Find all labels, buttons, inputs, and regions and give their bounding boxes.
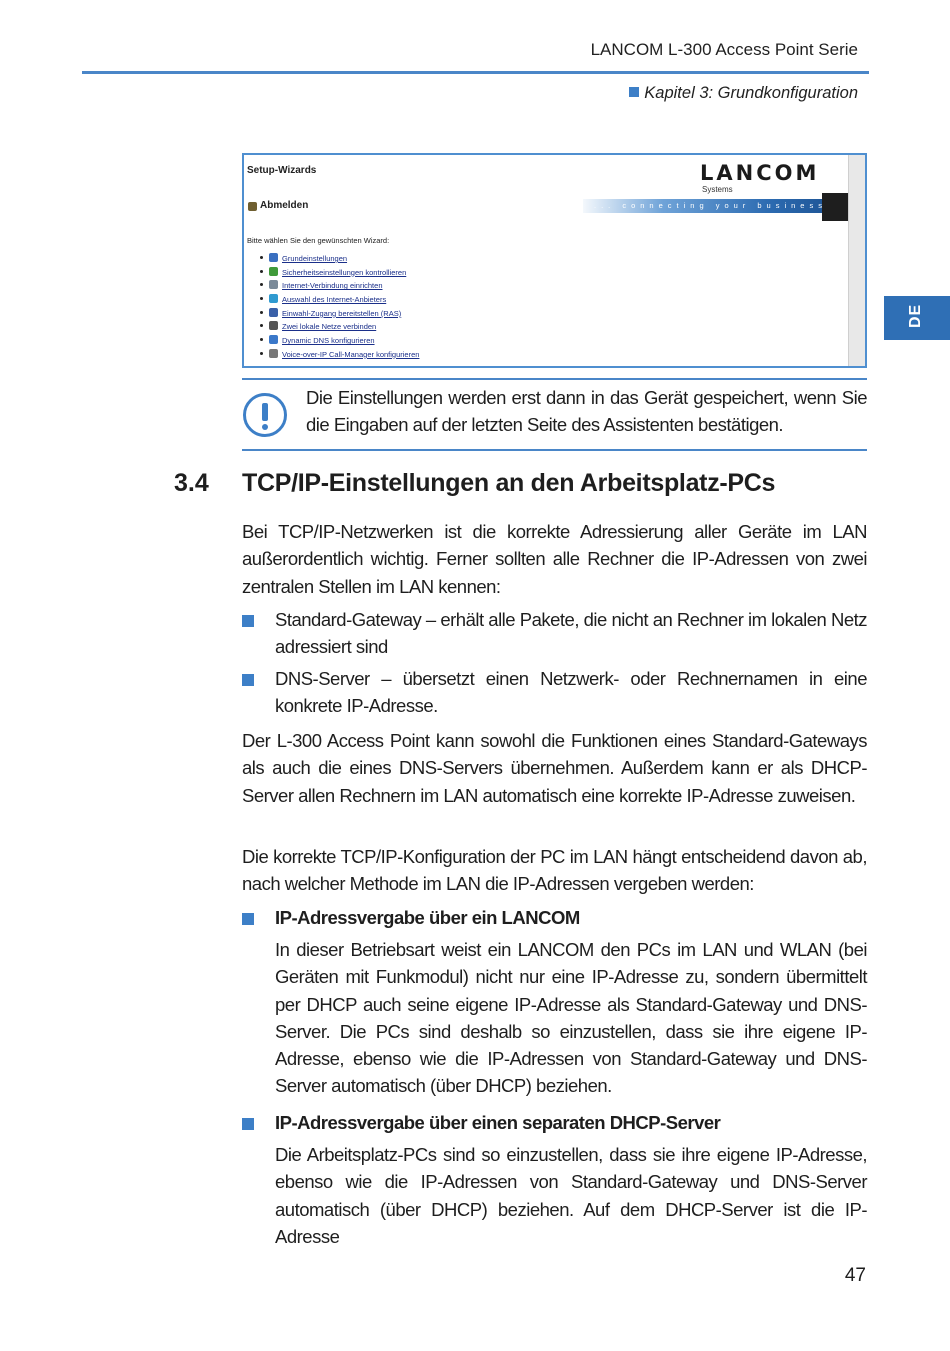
bullet-dot-icon <box>260 352 263 355</box>
header-rule <box>82 71 869 74</box>
bullet-dot-icon <box>260 311 263 314</box>
wizard-icon <box>269 349 278 358</box>
square-bullet-icon <box>629 87 639 97</box>
wizard-icon <box>269 335 278 344</box>
wizard-item[interactable] <box>260 266 419 280</box>
wizard-item[interactable] <box>260 252 419 266</box>
bullet-dot-icon <box>260 283 263 286</box>
paragraph-1: Bei TCP/IP-Netzwerken ist die korrekte Adressierung aller Geräte im LAN außerordentlich wichtig. Ferner sollten alle Rechner die IP-Adressen von zwei zentralen Stellen im LAN kennen: <box>242 521 867 597</box>
note-rule-top <box>242 378 867 380</box>
wizard-icon <box>269 294 278 303</box>
wizard-icon <box>269 308 278 317</box>
page-number: 47 <box>844 1265 866 1286</box>
wizard-item[interactable] <box>260 293 419 307</box>
wizard-item[interactable] <box>260 334 419 348</box>
wizard-intro: Bitte wählen Sie den gewünschten Wizard: <box>247 236 390 245</box>
bullet-dot-icon <box>260 297 263 300</box>
language-tab <box>884 296 950 340</box>
running-header-chapter <box>629 84 858 103</box>
wizard-link[interactable]: Internet-Verbindung einrichten <box>282 281 383 291</box>
wizard-link[interactable]: Zwei lokale Netze verbinden <box>282 322 377 332</box>
wizard-item[interactable] <box>260 348 419 362</box>
bullet-dot-icon <box>260 256 263 259</box>
section-number: 3.4 <box>174 469 209 497</box>
bullet-dot-icon <box>260 270 263 273</box>
wizard-link[interactable]: Einwahl-Zugang bereitstellen (RAS) <box>282 308 402 318</box>
square-bullet-icon <box>242 1118 254 1130</box>
item-1-title: IP-Adressvergabe über ein LANCOM <box>275 907 580 928</box>
language-tab-label: DE <box>907 303 924 328</box>
lancom-logo: LANCOM <box>700 161 820 185</box>
screenshot-scrollbar[interactable] <box>848 155 865 366</box>
bullet-dot-icon <box>260 324 263 327</box>
tagline-text: ... connecting your business <box>594 201 827 210</box>
wizard-link[interactable]: Dynamic DNS konfigurieren <box>282 336 375 346</box>
wizard-item[interactable] <box>260 307 419 321</box>
item-2-title: IP-Adressvergabe über einen separaten DHCP-Server <box>275 1112 721 1133</box>
running-header-title: LANCOM L-300 Access Point Serie <box>590 40 858 59</box>
note-text: Die Einstellungen werden erst dann in das Gerät gespeichert, wenn Sie die Eingaben auf der letzten Seite des Assistenten bestätigen. <box>306 387 867 436</box>
bullet-dns-server: DNS-Server – übersetzt einen Netzwerk- oder Rechnernamen in eine konkrete IP-Adresse. <box>275 668 867 717</box>
paragraph-3: Die korrekte TCP/IP-Konfiguration der PC im LAN hängt entscheidend davon ab, nach welcher Methode im LAN die IP-Adressen vergeben werden: <box>242 846 867 895</box>
logout-link[interactable]: Abmelden <box>260 200 309 211</box>
wizard-link[interactable]: Grundeinstellungen <box>282 254 348 263</box>
wizard-link[interactable]: Voice-over-IP Call-Manager konfigurieren <box>282 349 420 359</box>
note-rule-bottom <box>242 449 867 451</box>
wizard-item[interactable] <box>260 320 419 334</box>
exclamation-icon <box>243 393 287 437</box>
wizard-item[interactable] <box>260 279 419 293</box>
wizard-icon <box>269 267 278 276</box>
wizard-list <box>260 252 419 362</box>
wizard-icon <box>269 280 278 289</box>
bullet-standard-gateway: Standard-Gateway – erhält alle Pakete, die nicht an Rechner im lokalen Netz adressiert sind <box>275 609 867 658</box>
paragraph-2: Der L-300 Access Point kann sowohl die Funktionen eines Standard-Gateways als auch die eines DNS-Servers übernehmen. Außerdem kann er als DHCP-Server allen Rechnern im LAN automatisch eine korrekte IP-Adresse zuweisen. <box>242 730 867 806</box>
setup-wizard-screenshot <box>242 153 867 368</box>
wizard-icon <box>269 253 278 262</box>
wizard-link[interactable]: Sicherheitseinstellungen kontrollieren <box>282 267 407 277</box>
bullet-dot-icon <box>260 338 263 341</box>
item-1-text: In dieser Betriebsart weist ein LANCOM den PCs im LAN und WLAN (bei Geräten mit Funkmodul) nicht nur eine IP-Adresse zu, sondern übermittelt per DHCP auch seine eigene IP-Adresse als Standard-Gateway und DNS-Server. Die PCs sind deshalb so einzustellen, dass sie ihre eigene IP-Adresse, ebenso wie die IP-Adressen von Standard-Gateway und DNS-Server automatisch (über DHCP) beziehen. <box>275 939 867 1097</box>
screenshot-title: Setup-Wizards <box>247 165 317 176</box>
chapter-label: Kapitel 3: Grundkonfiguration <box>644 84 858 102</box>
wizard-link[interactable]: Auswahl des Internet-Anbieters <box>282 295 387 305</box>
wizard-icon <box>269 321 278 330</box>
square-bullet-icon <box>242 674 254 686</box>
lancom-logo-subtitle: Systems <box>702 185 733 194</box>
logout-icon <box>248 202 257 211</box>
square-bullet-icon <box>242 913 254 925</box>
square-bullet-icon <box>242 615 254 627</box>
section-title: TCP/IP-Einstellungen an den Arbeitsplatz-PCs <box>242 469 776 497</box>
item-2-text: Die Arbeitsplatz-PCs sind so einzustellen, dass sie ihre eigene IP-Adresse, ebenso wie die IP-Adressen von Standard-Gateway und DNS-Server automatisch (über DHCP) beziehen. Auf dem DHCP-Server ist die IP-Adresse <box>275 1144 867 1247</box>
